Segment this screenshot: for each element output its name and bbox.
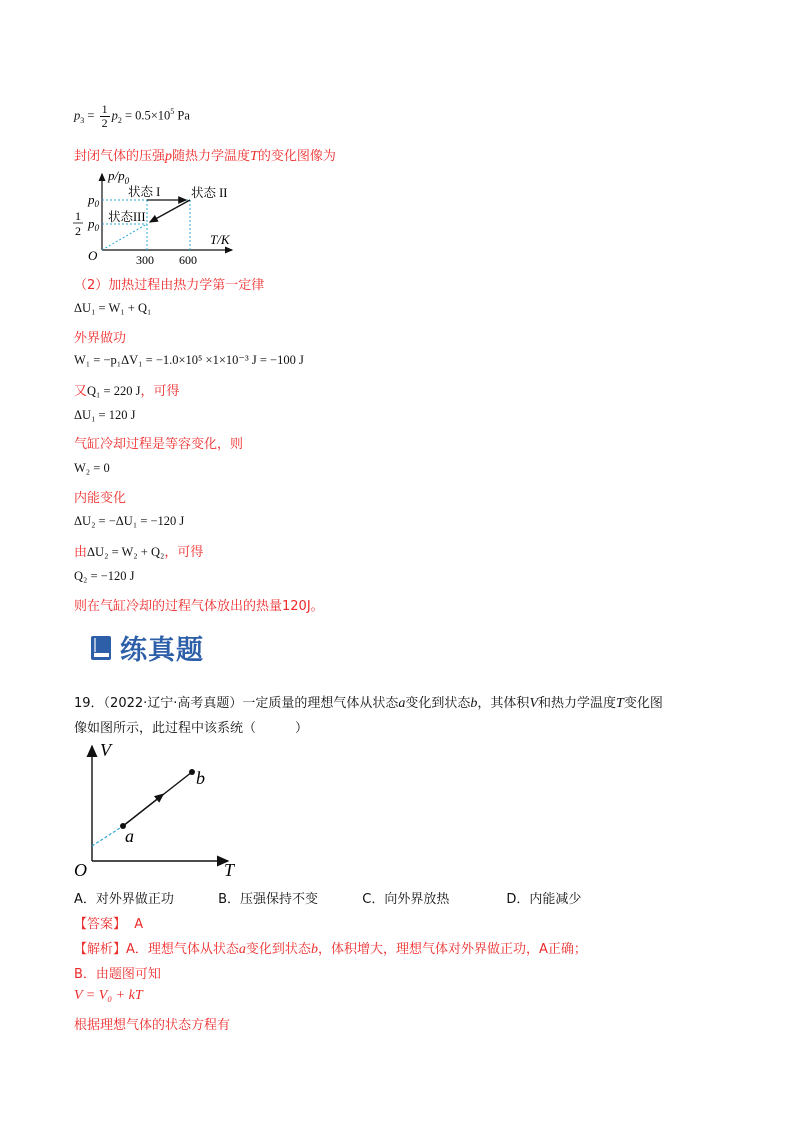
internal-energy-label: 内能变化 [74,491,127,506]
p0-label: $p_0$ [88,192,99,209]
book-icon [90,635,112,661]
work-label: 外界做功 [74,331,127,346]
x-tick-300: 300 [136,253,154,267]
Q2-equation: Q₂ = −120 J [74,569,135,583]
pressure-temperature-graph [70,168,240,268]
analysis-line: 【解析】A．理想气体从状态a变化到状态b，体积增大，理想气体对外界做正功，A正确； [74,942,587,957]
by-line: 由ΔU₂ = W₂ + Q₂，可得 [74,545,204,560]
state3-label: 状态III [108,210,146,224]
v-axis-label: V [100,740,111,760]
option-a[interactable]: A．对外界做正功 [74,892,174,907]
answer-line: 【答案】 A [74,917,144,932]
state-equation-text: 根据理想气体的状态方程有 [74,1018,231,1033]
also-line: 又Q₁ = 220 J，可得 [74,384,180,399]
fraction-half: $\frac{1}{2}$ [101,102,108,130]
question-line1: 19．（2022·辽宁·高考真题）一定质量的理想气体从状态a变化到状态b，其体积V和热力学温度T变化图 [74,696,663,711]
origin-label: O [88,248,98,263]
p3-equation: $p_3$ = $\frac{1}{2}$ $p_2 = 0.5\times 10^5$ Pa [74,102,190,130]
part2-heading: （2）加热过程由热力学第一定律 [74,278,265,293]
option-b[interactable]: B．压强保持不变 [218,892,319,907]
W1-equation: W₁ = −p₁ΔV₁ = −1.0×10⁵ ×1×10⁻³ J = −100 J [74,353,304,367]
x-tick-600: 600 [179,253,197,267]
extension-line [92,826,123,846]
option-d[interactable]: D．内能减少 [506,892,582,907]
half-p0-label: $p_0$ [88,216,99,233]
dU1-equation: ΔU₁ = W₁ + Q₁ [74,301,152,315]
graph-intro-text: 封闭气体的压强p随热力学温度T的变化图像为 [74,149,336,164]
section-heading [90,628,204,667]
W2-equation: W₂ = 0 [74,461,110,475]
label-b: b [196,768,205,788]
volume-temperature-graph [70,740,270,880]
dU2-equation: ΔU₂ = −ΔU₁ = −120 J [74,514,185,528]
isochoric-text: 气缸冷却过程是等容变化，则 [74,437,244,452]
half-den: 2 [75,224,81,238]
t-axis-label: T [224,860,235,880]
line-B: B．由题图可知 [74,967,161,982]
half-num: 1 [75,209,81,223]
question-line2: 像如图所示，此过程中该系统（ ） [74,721,309,736]
process-II-III [150,200,190,222]
x-axis-label: T/K [210,232,230,247]
dU1-value: ΔU₁ = 120 J [74,408,136,422]
state2-label: 状态 II [191,186,228,200]
conclusion-text: 则在气缸冷却的过程气体放出的热量120J。 [74,599,324,614]
state1-label: 状态 I [128,185,161,199]
formula-V: V = V₀ + kT [74,988,143,1003]
y-axis-label: $p/p_0$ [108,168,130,186]
options-row [74,888,581,907]
option-c[interactable]: C．向外界放热 [362,892,450,907]
point-b [189,769,195,775]
origin-label: O [74,860,87,880]
section-title: 练真题 [120,635,204,666]
label-a: a [125,826,134,846]
